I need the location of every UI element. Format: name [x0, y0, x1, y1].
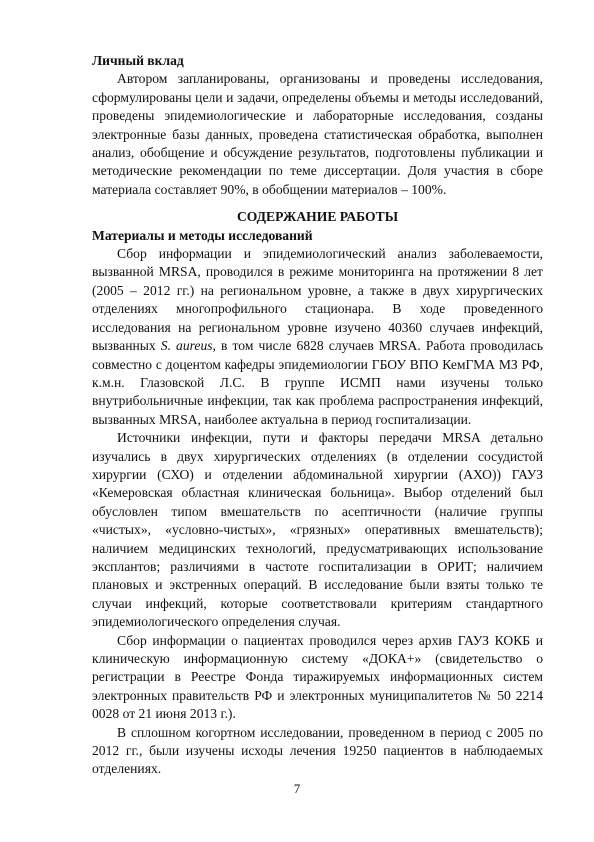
paragraph-1	[92, 245, 543, 429]
paragraph-3: Сбор информации о пациентах проводился через архив ГАУЗ КОКБ и клиническую информационную систему «ДОКА+» (свидетельство о регистрации в Реестре Фонда тиражируемых информационных систем электронных правительств РФ и электронных муниципалитетов № 50 2214 0028 от 21 июня 2013 г.).	[92, 632, 543, 722]
personal-contribution-text: Автором запланированы, организованы и проведены исследования, сформулированы цели и задачи, определены объемы и методы исследований, проведены эпидемиологические и лабораторные исследования, созданы электронные базы данных, проведена статистическая обработка, выполнен анализ, обобщение и обсуждение результатов, подготовлены публикации и методические рекомендации по теме диссертации. Доля участия в сборе материала составляет 90%, в обобщении материалов – 100%.	[92, 71, 543, 197]
section-title: СОДЕРЖАНИЕ РАБОТЫ	[236, 209, 399, 225]
materials-methods-heading: Материалы и методы исследований	[92, 227, 313, 243]
paragraph-4: В сплошном когортном исследовании, проведенном в период с 2005 по 2012 гг., были изучены исходы лечения 19250 пациентов в наблюдаемых отделениях.	[92, 724, 543, 777]
paragraph-1-part-b: , в том числе 6828 случаев MRSA. Работа проводилась совместно с доцентом кафедры эпидемиологии ГБОУ ВПО КемГМА МЗ РФ, к.м.н. Глазовской Л.С. В группе ИСМП нами изучены только внутрибольничные инфекции, так как проблема распространения инфекций, вызванных MRSA, наиболее актуальна в период госпитализации.	[92, 338, 544, 427]
paragraph-1-part-a: Сбор информации и эпидемиологический анализ заболеваемости, вызванной MRSA, проводился в режиме мониторинга на протяжении 8 лет (2005 – 2012 гг.) на региональном уровне, а также в двух хирургических отделениях многопрофильного стационара. В ходе проведенного исследования на региональном уровне изучено 40360 случаев инфекций, вызванных	[92, 246, 543, 354]
page-number: 7	[293, 781, 301, 796]
page-content	[92, 52, 543, 779]
paragraph-2: Источники инфекции, пути и факторы передачи MRSA детально изучались в двух хирургических отделениях (в отделении сосудистой хирургии (СХО) и отделении абдоминальной хирургии (АХО)) ГАУЗ «Кемеровская областная клиническая больница». Выбор отделений был обусловлен типом вмешательств по асептичности (наличие группы «чистых», «условно-чистых», «грязных» оперативных вмешательств); наличием медицинских технологий, предусматривающих использование эксплантов; различиями в частоте госпитализации в ОРИТ; наличием плановых и экстренных операций. В исследование были взяты только те случаи инфекций, которые соответствовали критериям стандартного эпидемиологического определения случая.	[92, 430, 543, 630]
personal-contribution-heading: Личный вклад	[92, 53, 184, 68]
paragraph-1-species-name: S. aureus	[160, 338, 213, 354]
